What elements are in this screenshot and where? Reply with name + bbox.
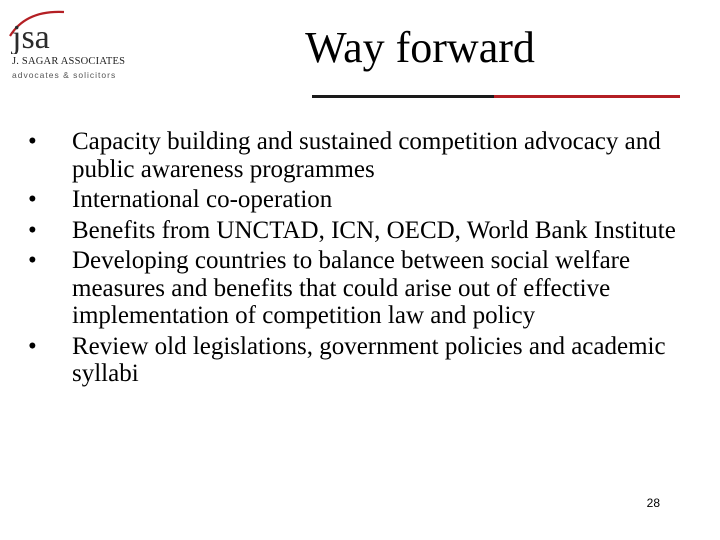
logo-mark-text: jsa	[12, 19, 50, 54]
logo-company-name: J. SAGAR ASSOCIATES	[12, 56, 126, 67]
jsa-logo-mark	[8, 6, 68, 54]
logo-tagline: advocates & solicitors	[12, 70, 117, 80]
bullet-icon: •	[28, 216, 37, 244]
bullet-icon: •	[28, 247, 37, 274]
bullet-item	[28, 186, 678, 214]
page-number: 28	[646, 496, 660, 510]
bullet-list	[28, 128, 678, 391]
bullet-icon: •	[28, 186, 37, 213]
bullet-item	[28, 217, 678, 245]
bullet-item	[28, 333, 678, 388]
bullet-icon: •	[28, 128, 37, 155]
bullet-text: Capacity building and sustained competition advocacy and public awareness programmes	[72, 128, 661, 183]
bullet-text: Benefits from UNCTAD, ICN, OECD, World Bank Institute	[72, 216, 676, 244]
bullet-icon: •	[28, 332, 37, 360]
title-rule-red	[494, 95, 680, 98]
slide-title: Way forward	[305, 23, 535, 72]
bullet-text: Review old legislations, government policies and academic syllabi	[72, 332, 666, 387]
title-rule-dark	[312, 95, 494, 98]
bullet-text: International co-operation	[72, 186, 333, 213]
bullet-item	[28, 247, 678, 330]
company-logo	[6, 6, 126, 88]
bullet-item	[28, 128, 678, 183]
bullet-text: Developing countries to balance between social welfare measures and benefits that could arise out of effective implementation of competition law and policy	[72, 247, 631, 329]
